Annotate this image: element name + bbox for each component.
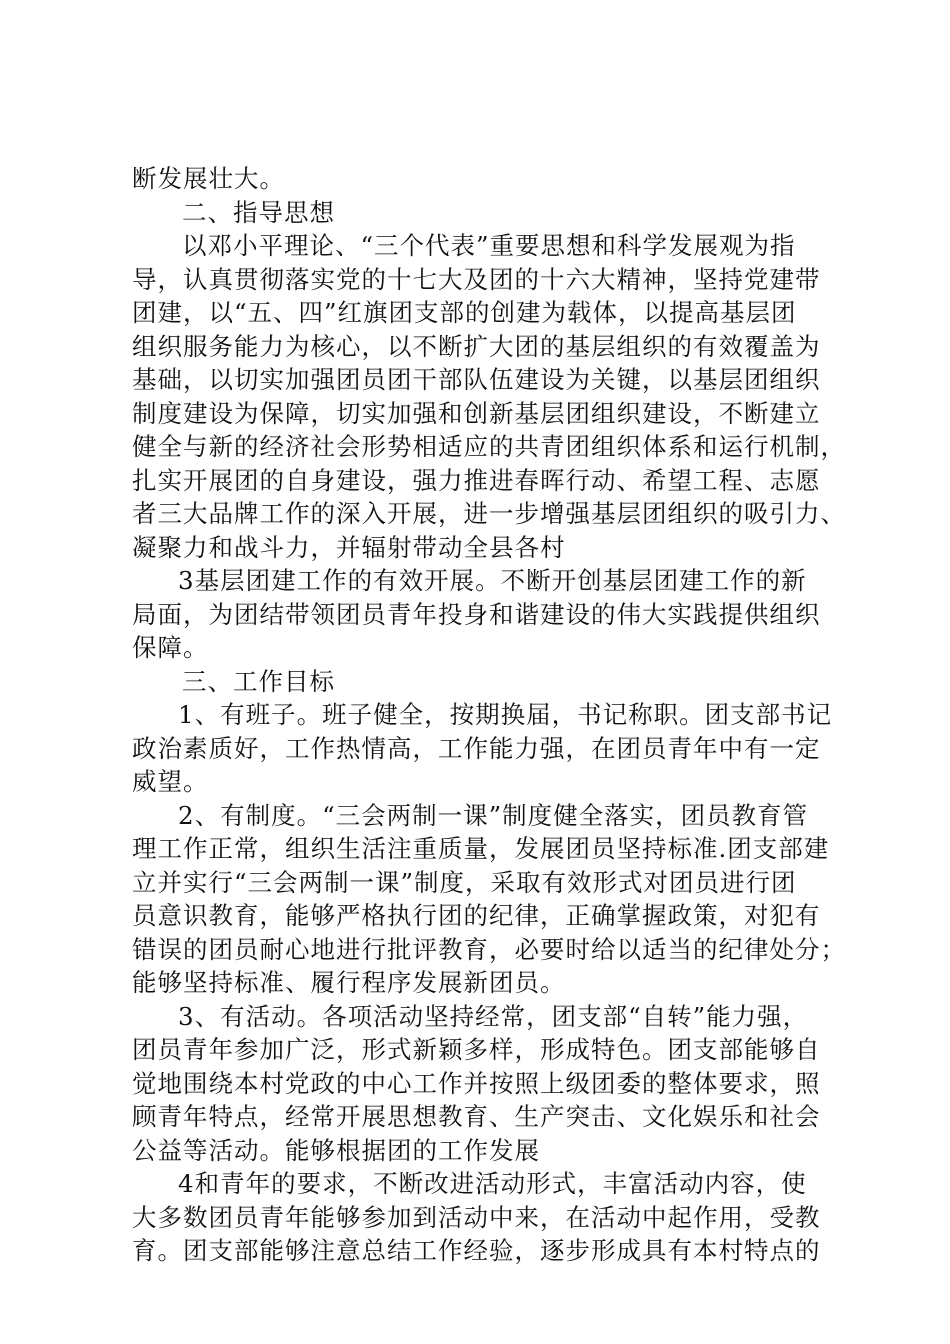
text-line: 断发展壮大。: [132, 164, 285, 193]
section-heading: 三、工作目标: [182, 666, 335, 696]
paragraph-start-line: 2、有制度。“三会两制一课”制度健全落实，团员教育管: [178, 800, 809, 830]
text-line: 顾青年特点，经常开展思想教育、生产突击、文化娱乐和社会: [132, 1102, 821, 1131]
text-line: 团建，以“五、四”红旗团支部的创建为载体，以提高基层团: [132, 298, 797, 327]
paragraph-start-line: 3基层团建工作的有效开展。不断开创基层团建工作的新: [178, 566, 807, 595]
text-line: 者三大品牌工作的深入开展，进一步增强基层团组织的吸引力、: [132, 499, 846, 528]
paragraph-start-line: 1、有班子。班子健全，按期换届，书记称职。团支部书记: [178, 700, 833, 729]
text-line: 保障。: [132, 633, 209, 662]
paragraph-start-line: 4和青年的要求，不断改进活动形式，丰富活动内容，使: [178, 1169, 807, 1198]
text-line: 团员青年参加广泛，形式新颖多样，形成特色。团支部能够自: [132, 1035, 821, 1064]
section-heading: 二、指导思想: [182, 197, 335, 227]
text-line: 政治素质好，工作热情高，工作能力强，在团员青年中有一定: [132, 733, 821, 763]
text-line: 员意识教育，能够严格执行团的纪律，正确掌握政策，对犯有: [132, 901, 821, 930]
text-line: 基础，以切实加强团员团干部队伍建设为关键，以基层团组织: [132, 365, 821, 394]
document-body: [132, 162, 846, 1268]
text-line: 育。团支部能够注意总结工作经验，逐步形成具有本村特点的: [132, 1236, 821, 1265]
text-line: 组织服务能力为核心，以不断扩大团的基层组织的有效覆盖为: [132, 331, 821, 361]
text-line: 健全与新的经济社会形势相适应的共青团组织体系和运行机制，: [132, 432, 846, 461]
text-line: 局面，为团结带领团员青年投身和谐建设的伟大实践提供组织: [132, 599, 821, 629]
text-line: 凝聚力和战斗力，并辐射带动全县各村: [132, 532, 566, 562]
paragraph-start-line: 3、有活动。各项活动坚持经常，团支部“自转”能力强，: [178, 1001, 809, 1031]
text-line: 觉地围绕本村党政的中心工作并按照上级团委的整体要求，照: [132, 1068, 821, 1098]
text-line: 能够坚持标准、履行程序发展新团员。: [132, 968, 566, 997]
text-line: 大多数团员青年能够参加到活动中来，在活动中起作用，受教: [132, 1202, 821, 1232]
text-line: 错误的团员耐心地进行批评教育，必要时给以适当的纪律处分；: [132, 934, 846, 964]
text-line: 公益等活动。能够根据团的工作发展: [132, 1135, 540, 1165]
text-line: 制度建设为保障，切实加强和创新基层团组织建设，不断建立: [132, 398, 821, 428]
text-line: 威望。: [132, 767, 209, 796]
paragraph-start-line: 以邓小平理论、“三个代表”重要思想和科学发展观为指: [182, 231, 796, 260]
text-line: 扎实开展团的自身建设，强力推进春晖行动、希望工程、志愿: [132, 465, 821, 495]
text-line: 导，认真贯彻落实党的十七大及团的十六大精神，坚持党建带: [132, 264, 821, 294]
text-line: 理工作正常，组织生活注重质量，发展团员坚持标准.团支部建: [132, 834, 830, 863]
text-line: 立并实行“三会两制一课”制度，采取有效形式对团员进行团: [132, 867, 797, 897]
